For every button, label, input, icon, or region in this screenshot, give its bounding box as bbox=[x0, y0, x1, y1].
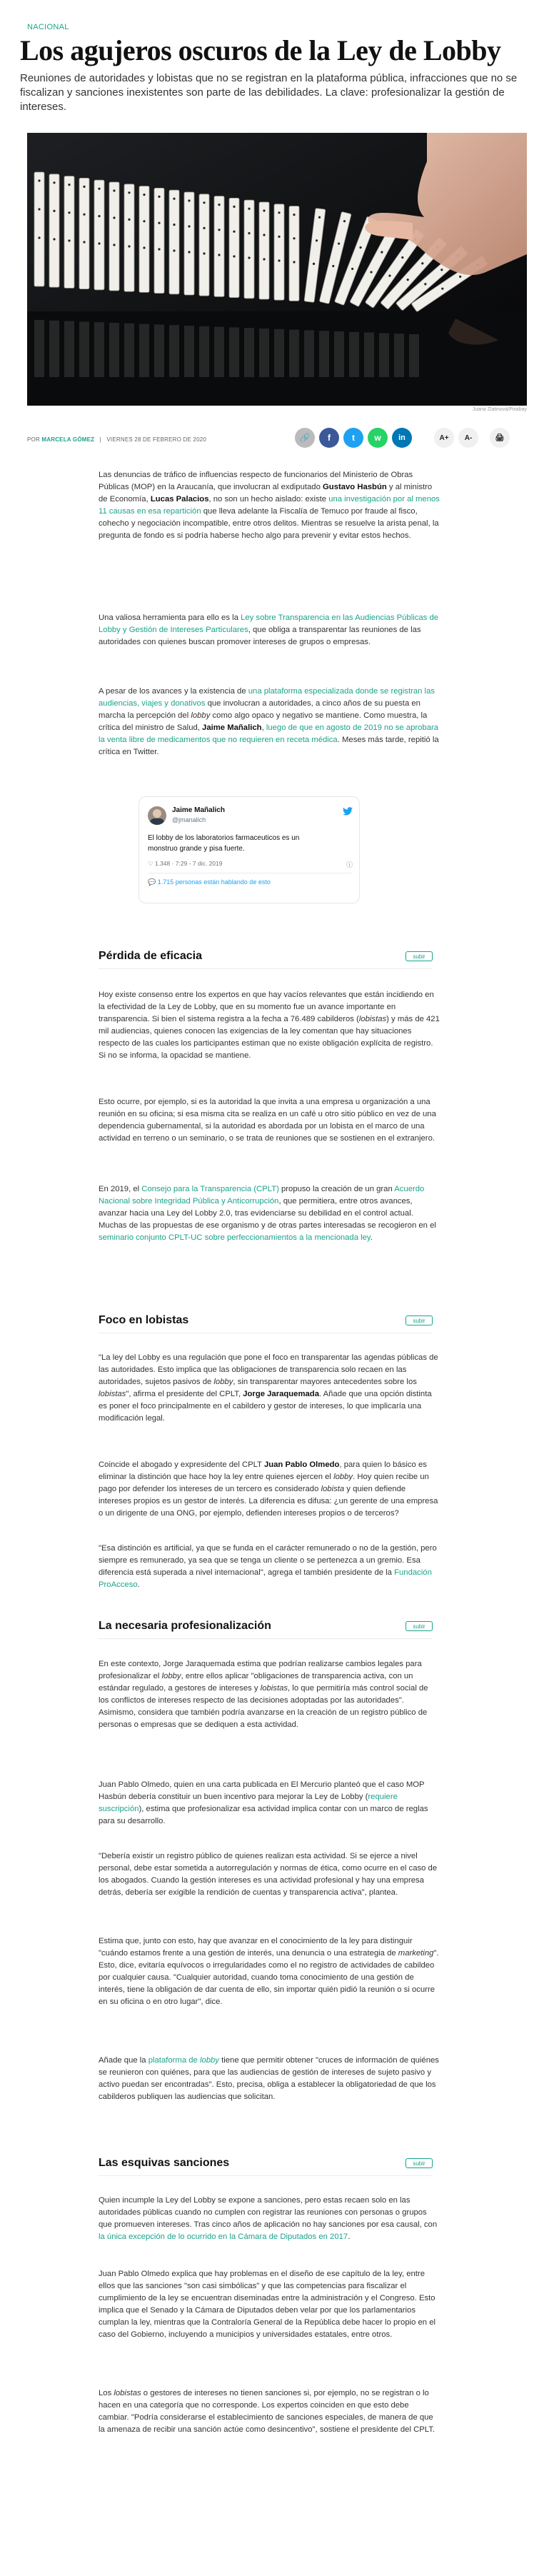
paragraph bbox=[99, 1183, 440, 1244]
linkedin-share-button[interactable] bbox=[392, 428, 412, 448]
domino-pip bbox=[83, 241, 85, 243]
paragraph bbox=[99, 469, 440, 542]
italic-term: lobby bbox=[333, 1473, 353, 1481]
person-name: Lucas Palacios bbox=[150, 495, 209, 503]
text: . bbox=[137, 1580, 140, 1589]
domino-reflection bbox=[79, 321, 89, 377]
domino-pip bbox=[218, 229, 220, 231]
twitter-share-button[interactable] bbox=[343, 428, 363, 448]
domino-reflection bbox=[34, 320, 44, 377]
domino-pip bbox=[248, 232, 250, 234]
back-to-top-button[interactable]: subir bbox=[406, 951, 433, 961]
whatsapp-share-button[interactable] bbox=[368, 428, 388, 448]
text: o gestores de intereses no tienen sanciones si, por ejemplo, no se registran o lo hacen en una categoría que no corresponde. Los expertos coinciden en que esto debe cambiar. "Podría considerarse el establecimiento de sanciones especiales, de manera de que la amenaza de recibir una sanción actúe como desincentivo", sostiene el presidente del CPLT. bbox=[99, 2389, 435, 2434]
domino-pip bbox=[98, 188, 100, 190]
domino-pip bbox=[173, 198, 175, 200]
text: . Meses más tarde, repitió la crítica en Twitter. bbox=[99, 736, 439, 756]
domino-pip bbox=[263, 234, 265, 236]
domino-pip bbox=[293, 214, 295, 216]
platform-link[interactable]: una plataforma especializada donde se registran las audiencias, viajes y donativos bbox=[99, 687, 435, 708]
domino-tile bbox=[184, 192, 194, 295]
copy-link-button[interactable] bbox=[295, 428, 315, 448]
domino-pip bbox=[113, 244, 115, 246]
domino-tile bbox=[109, 182, 119, 291]
text: Quien incumple la Ley del Lobby se expone a sanciones, pero estas recaen solo en las autoridades públicas cuando no cumplen con registrar las reuniones con personas o grupos que promueven intereses. Tras cinco años de aplicación no hay sanciones por esa causal, con bbox=[99, 2196, 438, 2229]
domino-reflection bbox=[259, 329, 269, 377]
domino-pip bbox=[263, 258, 265, 260]
text: , que obliga a transparentar las reuniones de las autoridades con quienes buscan promover intereses de grupos o empresas. bbox=[99, 626, 421, 646]
paragraph bbox=[99, 1459, 440, 1520]
domino-pip bbox=[233, 206, 235, 208]
medication-link[interactable]: luego de que en agosto de 2019 no se aprobara la venta libre de medicamentos que no requieren en receta médica bbox=[99, 723, 439, 744]
domino-pip bbox=[83, 214, 85, 216]
domino-reflection bbox=[244, 328, 254, 377]
section-divider bbox=[99, 968, 433, 969]
tweet-author-handle[interactable]: @jmanalich bbox=[172, 816, 206, 823]
back-to-top-button[interactable]: subir bbox=[406, 1621, 433, 1631]
domino-pip bbox=[263, 209, 265, 211]
paragraph bbox=[99, 2195, 440, 2243]
text: ", afirma el presidente del CPLT, bbox=[126, 1390, 243, 1398]
avatar-icon bbox=[148, 806, 166, 825]
domino-pip bbox=[158, 248, 160, 250]
domino-pip bbox=[143, 246, 145, 249]
font-increase-label: A+ bbox=[439, 433, 449, 442]
domino-reflection bbox=[289, 330, 299, 377]
text: y al ministro de Economía, bbox=[99, 483, 433, 503]
domino-pip bbox=[293, 237, 295, 239]
domino-pip bbox=[278, 211, 280, 214]
twitter-icon: t bbox=[352, 433, 355, 443]
domino-reflection bbox=[274, 329, 284, 377]
domino-pip bbox=[128, 191, 130, 194]
text: , sin transparentar mayores antecedentes sobre los bbox=[233, 1378, 417, 1386]
domino-pip bbox=[188, 251, 190, 253]
photo-credit: Juana Zlatinová/Pixabay bbox=[472, 407, 527, 412]
domino-pip bbox=[68, 211, 70, 214]
domino-tile bbox=[229, 198, 239, 297]
domino-tile bbox=[274, 204, 284, 300]
domino-pip bbox=[218, 204, 220, 206]
domino-pip bbox=[143, 194, 145, 196]
italic-term: marketing bbox=[398, 1949, 434, 1958]
domino-reflection bbox=[229, 327, 239, 377]
tweet-author-name[interactable]: Jaime Mañalich bbox=[172, 806, 225, 814]
facebook-share-button[interactable] bbox=[319, 428, 339, 448]
domino-tile bbox=[124, 184, 134, 291]
domino-tile bbox=[244, 200, 254, 299]
domino-tile bbox=[79, 178, 89, 289]
text: . Hoy quien recibe un pago por defender los intereses de un tercero es considerado bbox=[99, 1473, 429, 1493]
tweet-conversation-link[interactable]: 💬 1.715 personas están hablando de esto bbox=[148, 878, 271, 886]
tweet-text: El lobby de los laboratorios farmaceuticos es un monstruo grande y pisa fuerte. bbox=[148, 834, 300, 853]
text: A pesar de los avances y la existencia de bbox=[99, 687, 248, 696]
dominoes-photo bbox=[27, 133, 527, 406]
info-icon[interactable]: ⓘ bbox=[346, 861, 353, 868]
domino-tile bbox=[214, 196, 224, 297]
whatsapp-icon: w bbox=[374, 433, 381, 443]
italic-term: lobistas bbox=[260, 1684, 288, 1693]
person-name: Juan Pablo Olmedo bbox=[263, 1460, 340, 1469]
domino-pip bbox=[38, 236, 40, 239]
domino-tile bbox=[199, 194, 209, 296]
back-to-top-button[interactable]: subir bbox=[406, 2158, 433, 2168]
domino-tile bbox=[259, 202, 269, 299]
text: , lo que permitiría más control social de los conflictos de intereses respecto de las decisiones adoptadas por las autoridades". Asimismo, considera que también podría avanzarse en la creación de un registro público de personas o empresas que se dediquen a esta actividad. bbox=[99, 1684, 428, 1729]
link-icon: 🔗 bbox=[299, 433, 311, 443]
domino-pip bbox=[68, 239, 70, 241]
domino-pip bbox=[113, 189, 115, 191]
text: propuso la creación de un gran bbox=[278, 1185, 395, 1193]
text: como algo opaco y negativo se mantiene. Como muestra, la crítica del ministro de Salud, bbox=[99, 711, 428, 732]
paragraph bbox=[99, 2387, 440, 2436]
camara-link[interactable]: la única excepción de lo ocurrido en la Cámara de Diputados en 2017 bbox=[99, 2232, 348, 2241]
text: Una valiosa herramienta para ello es la bbox=[99, 613, 241, 622]
platform-lobby-link[interactable] bbox=[148, 2056, 219, 2065]
person-name: Gustavo Hasbún bbox=[323, 483, 387, 491]
font-increase-button[interactable] bbox=[434, 428, 454, 448]
text: "Esa distinción es artificial, ya que se funda en el carácter remunerado o no de la gestión, pero siempre es remunerado, ya sea que se tenga un cliente o se pertenezca a un gremio. Esa diferencia está superada a nivel internacional", agrega el también presidente de la bbox=[99, 1544, 437, 1577]
text: , no son un hecho aislado: existe bbox=[208, 495, 329, 503]
text: . Añade que una opción distinta es poner el foco principalmente en el cabildero y gestor de intereses, lo que implicaría una modificación legal. bbox=[99, 1390, 432, 1423]
publish-date: VIERNES 28 DE FEBRERO DE 2020 bbox=[106, 436, 207, 443]
text: y quien defiende intereses propios es un gestor de interés. La diferencia es difusa: ¿un gerente de una empresa o un dirigente de una ONG, por ejemplo, defienden intereses propios o de terceros? bbox=[99, 1485, 438, 1518]
hero-image bbox=[27, 133, 527, 406]
domino-reflection bbox=[304, 330, 314, 377]
domino-pip bbox=[158, 196, 160, 198]
domino-pip bbox=[248, 208, 250, 210]
text: . bbox=[370, 1233, 373, 1242]
domino-pip bbox=[113, 216, 115, 219]
subscription-link[interactable]: requiere suscripción bbox=[99, 1793, 398, 1813]
domino-pip bbox=[188, 199, 190, 201]
italic-term: lobby bbox=[213, 1378, 233, 1386]
domino-reflection bbox=[154, 324, 164, 377]
domino-tile bbox=[64, 176, 74, 289]
domino-pip bbox=[158, 222, 160, 224]
byline-prefix: POR bbox=[27, 436, 40, 443]
person-name: Jorge Jaraquemada bbox=[243, 1390, 319, 1398]
domino-reflection bbox=[379, 333, 389, 377]
italic-term: lobistas bbox=[358, 1015, 387, 1023]
text: Coincide el abogado y expresidente del CPLT bbox=[99, 1460, 264, 1469]
domino-tile bbox=[139, 186, 149, 293]
domino-reflection bbox=[319, 331, 329, 377]
domino-reflection bbox=[184, 326, 194, 377]
author-link[interactable]: MARCELA GÓMEZ bbox=[41, 436, 95, 443]
italic-term: lobistas bbox=[114, 2389, 141, 2397]
paragraph: "Debería existir un registro público de quienes realizan esta actividad. Si se ejerce a nivel personal, debe estar sometida a autorregulación y normas de ética, como ocurre en el caso de los abogados. Cuando la gestión intereses es una actividad profesional y hay una empresa detrás, debería ser exigible la rendición de cuentas y transparencia activa", plantea. bbox=[99, 1852, 438, 1897]
section-divider bbox=[99, 2175, 433, 2176]
cplt-link[interactable]: Consejo para la Transparencia (CPLT) bbox=[141, 1185, 279, 1193]
domino-reflection bbox=[214, 327, 224, 377]
proacceso-link[interactable]: Fundación ProAcceso bbox=[99, 1568, 432, 1589]
domino-pip bbox=[293, 261, 295, 263]
domino-pip bbox=[173, 224, 175, 226]
section-divider bbox=[99, 1638, 433, 1639]
domino-pip bbox=[53, 238, 55, 240]
text: ), estima que profesionalizar esa actividad implica contar con un marco de reglas para su desarrollo. bbox=[99, 1805, 428, 1825]
byline bbox=[27, 436, 206, 443]
domino-pip bbox=[143, 220, 145, 222]
linkedin-icon: in bbox=[398, 433, 406, 442]
text: Juan Pablo Olmedo, quien en una carta publicada en El Mercurio planteó que el caso MOP Hasbún debería constituir un buen incentivo para mejorar la Ley de Lobby ( bbox=[99, 1780, 425, 1801]
text: Añade que la bbox=[99, 2056, 148, 2065]
text: , entre ellos aplicar "obligaciones de transparencia activa, con un estándar regulado, a gestores de intereses y bbox=[99, 1672, 413, 1693]
text: que lleva adelante la Fiscalía de Temuco por fraude al fisco, cohecho y negociación incompatible, entre otros delitos. Mientras se resuelve la arista penal, la pregunta de fondo es si podría haberse hecho algo para prevenir y evitar estos hechos. bbox=[99, 507, 439, 540]
domino-reflection bbox=[199, 326, 209, 377]
font-decrease-button[interactable] bbox=[458, 428, 478, 448]
domino-reflection bbox=[394, 334, 404, 377]
text: , para quien lo básico es eliminar la distinción que hace hoy la ley entre quienes ejercen el bbox=[99, 1460, 427, 1481]
domino-tile bbox=[289, 206, 299, 301]
paragraph: Juan Pablo Olmedo explica que hay problemas en el diseño de ese capítulo de la ley, entre ellos que las sanciones "son casi simbólicas" y que las competencias para fiscalizar el cumplimiento de la ley se encuentran diseminadas entre la administración y el Congreso. Esto implica que el Senado y la Cámara de Diputados deben velar por que los parlamentarios cumplan la ley, mientras que la Contraloría General de la República debe hacer lo propio en el caso del Gobierno, incluyendo a municipios y universidades estatales, entre otros. bbox=[99, 2270, 436, 2339]
byline-separator: | bbox=[99, 436, 101, 443]
text: En este contexto, Jorge Jaraquemada estima que podrían realizarse cambios legales para profesionalizar el bbox=[99, 1660, 422, 1680]
facebook-icon: f bbox=[328, 433, 331, 443]
text: que involucran a autoridades, a cinco años de su puesta en marcha la percepción del bbox=[99, 699, 420, 720]
text: En 2019, el bbox=[99, 1185, 142, 1193]
italic-term: lobby bbox=[191, 711, 211, 720]
paragraph bbox=[99, 1352, 440, 1425]
domino-pip bbox=[203, 252, 205, 254]
embedded-tweet[interactable] bbox=[139, 796, 360, 903]
paragraph bbox=[99, 1935, 440, 2008]
text: ) y más de 421 mil audiencias, quienes conocen las exigencias de la ley comentan que hay situaciones respecto de las cuales los participantes estiman que no existe obligación explícita de registro. Si no se informa, la opacidad se mantiene. bbox=[99, 1015, 440, 1060]
article-title: Los agujeros oscuros de la Ley de Lobby bbox=[20, 34, 501, 66]
section-heading: La necesaria profesionalización bbox=[99, 1620, 271, 1632]
text: ". Esto, dice, evitaría equívocos o irregularidades como el no registro de actividades de cabildeo por cualquier causa. "Cualquier autoridad, cuando toma conocimiento de una gestión de interés, tiene la obligación de dar cuenta de ello, sin importar quién pidió la reunión o si ocurre en su oficina o en otro lugar", dice. bbox=[99, 1949, 439, 2006]
text: "La ley del Lobby es una regulación que pone el foco en transparentar las agendas públicas de las autoridades. Esto implica que las obligaciones de transparencia solo recaen en las autoridades, sujetos pasivos de bbox=[99, 1353, 438, 1386]
domino-tile bbox=[154, 188, 164, 293]
domino-pip bbox=[248, 256, 250, 259]
domino-tile bbox=[169, 190, 179, 294]
investigation-link[interactable]: una investigación por al menos 11 causas en esa repartición bbox=[99, 495, 440, 516]
domino-tile bbox=[49, 174, 59, 287]
section-tag[interactable]: NACIONAL bbox=[27, 23, 69, 31]
back-to-top-button[interactable]: subir bbox=[406, 1315, 433, 1325]
law-link[interactable]: Ley sobre Transparencia en las Audiencias Públicas de Lobby y Gestión de Intereses Particulares bbox=[99, 613, 439, 634]
section-heading: Las esquivas sanciones bbox=[99, 2157, 230, 2169]
domino-pip bbox=[68, 184, 70, 186]
domino-pip bbox=[83, 186, 85, 188]
domino-pip bbox=[218, 254, 220, 256]
domino-reflection bbox=[94, 322, 104, 377]
paragraph bbox=[99, 1543, 440, 1591]
print-icon: 🖨 bbox=[495, 433, 505, 442]
domino-pip bbox=[203, 201, 205, 204]
text: Las denuncias de tráfico de influencias respecto de funcionarios del Ministerio de Obras Públicas (MOP) en la Araucanía, que involucran al exdiputado bbox=[99, 471, 413, 491]
domino-reflection bbox=[124, 324, 134, 377]
acuerdo-link[interactable]: Acuerdo Nacional sobre Integridad Pública y Anticorrupción bbox=[99, 1185, 425, 1206]
domino-pip bbox=[233, 255, 235, 257]
domino-reflection bbox=[139, 324, 149, 377]
text: tiene que permitir obtener "cruces de información de quiénes se reunieron con quiénes, para que las audiencias de gestión de intereses de sujeto pasivo y activo puedan ser encontradas". Esto, precisa, obliga a establecer la obligatoriedad de que los cabilderos publiquen las audiencias que solicitan. bbox=[99, 2056, 439, 2101]
domino-pip bbox=[203, 227, 205, 229]
domino-pip bbox=[233, 231, 235, 233]
section-heading: Foco en lobistas bbox=[99, 1314, 189, 1326]
domino-pip bbox=[98, 242, 100, 244]
italic-term: lobista bbox=[321, 1485, 345, 1493]
domino-pip bbox=[173, 249, 175, 251]
paragraph bbox=[99, 686, 440, 758]
domino-pip bbox=[98, 215, 100, 217]
paragraph bbox=[99, 2055, 440, 2103]
domino-tile bbox=[94, 180, 104, 290]
link-text: plataforma de bbox=[148, 2056, 200, 2065]
paragraph: Esto ocurre, por ejemplo, si es la autoridad la que invita a una empresa u organización a una reunión en su oficina; si esa misma cita se realiza en un café u otro sitio público en vez de una dependencia gubernamental, si la autoridad es abordada por un lobista en el marco de una actividad en terreno o un seminario, o se trata de reuniones que se sostienen en el extranjero. bbox=[99, 1098, 436, 1143]
domino-reflection bbox=[64, 321, 74, 377]
link-italic-text: lobby bbox=[199, 2056, 219, 2065]
tweet-meta[interactable]: ♡ 1.348 · 7:29 - 7 dic. 2019 bbox=[148, 860, 223, 867]
domino-pip bbox=[53, 210, 55, 212]
twitter-bird-icon[interactable] bbox=[343, 807, 353, 816]
font-decrease-label: A- bbox=[464, 433, 473, 442]
domino-reflection bbox=[109, 323, 119, 377]
seminar-link[interactable]: seminario conjunto CPLT-UC sobre perfeccionamientos a la mencionada ley bbox=[99, 1233, 371, 1242]
paragraph bbox=[99, 1658, 440, 1731]
paragraph bbox=[99, 1779, 440, 1828]
domino-reflection bbox=[349, 332, 359, 377]
italic-term: lobby bbox=[161, 1672, 181, 1680]
paragraph bbox=[99, 989, 440, 1062]
domino-pip bbox=[128, 219, 130, 221]
domino-reflection bbox=[334, 331, 344, 377]
domino-pip bbox=[53, 181, 55, 184]
domino-pip bbox=[38, 179, 40, 181]
person-name: Jaime Mañalich bbox=[202, 723, 262, 732]
domino-pip bbox=[38, 208, 40, 210]
domino-pip bbox=[188, 225, 190, 227]
domino-pip bbox=[278, 236, 280, 238]
paragraph bbox=[99, 612, 440, 648]
section-heading: Pérdida de eficacia bbox=[99, 950, 202, 962]
domino-reflection bbox=[364, 333, 374, 377]
text: . bbox=[348, 2232, 351, 2241]
italic-term: lobistas bbox=[99, 1390, 126, 1398]
domino-pip bbox=[278, 259, 280, 261]
text: , bbox=[261, 723, 266, 732]
text: Los bbox=[99, 2389, 114, 2397]
tweet-avatar[interactable] bbox=[148, 806, 166, 825]
print-button[interactable] bbox=[490, 428, 510, 448]
domino-reflection bbox=[49, 321, 59, 377]
domino-reflection bbox=[409, 334, 419, 377]
text: Estima que, junto con esto, hay que avanzar en el conocimiento de la ley para distinguir "cuándo estamos frente a una gestión de interés, una denuncia o una estrategia de bbox=[99, 1937, 413, 1958]
domino-reflection bbox=[169, 325, 179, 377]
domino-tile bbox=[34, 172, 44, 286]
domino-pip bbox=[128, 245, 130, 247]
article-deck: Reuniones de autoridades y lobistas que no se registran en la plataforma pública, infracciones que no se fiscalizan y sanciones inexistentes son parte de las debilidades. La clave: profesionalizar la gestión de intereses. bbox=[20, 72, 518, 113]
text: , que permitiera, entre otros avances, avanzar hacia una Ley del Lobby 2.0, tras evidenciarse su debilidad en el control actual. Muchas de las propuestas de ese organismo y de otras partes interesadas se recogieron en el bbox=[99, 1197, 436, 1230]
text: Hoy existe consenso entre los expertos en que hay vacíos relevantes que están incidiendo en la efectividad de la Ley de Lobby, que en su momento fue un avance importante en transparencia. Si bien el sistema registra a la fecha a 76.489 cabilderos ( bbox=[99, 991, 434, 1023]
